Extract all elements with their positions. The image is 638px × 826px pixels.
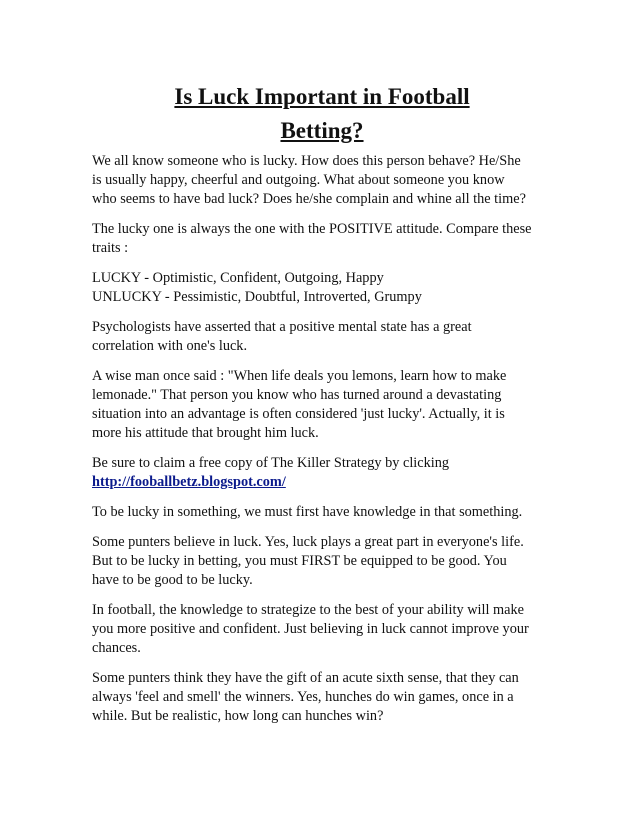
unlucky-traits: UNLUCKY - Pessimistic, Doubtful, Introverted, Grumpy <box>92 289 422 305</box>
blog-link[interactable]: http://fooballbetz.blogspot.com/ <box>92 474 286 490</box>
text-line: To be lucky in something, we must first have knowledge in that something. <box>92 504 523 520</box>
paragraph-knowledge <box>92 503 562 522</box>
text-line: In football, the knowledge to strategize to the best of your ability will make <box>92 602 524 618</box>
text-line: who seems to have bad luck? Does he/she complain and whine all the time? <box>92 191 526 207</box>
text-line: always 'feel and smell' the winners. Yes, hunches do win games, once in a <box>92 689 514 705</box>
article-body <box>92 152 562 737</box>
page-title <box>92 80 552 148</box>
paragraph-sixth-sense <box>92 669 562 726</box>
paragraph-traits <box>92 269 562 307</box>
text-line: Some punters think they have the gift of an acute sixth sense, that they can <box>92 670 519 686</box>
text-line: correlation with one's luck. <box>92 338 248 354</box>
text-line: situation into an advantage is often considered 'just lucky'. Actually, it is <box>92 406 505 422</box>
text-line: have to be good to be lucky. <box>92 572 253 588</box>
lucky-traits: LUCKY - Optimistic, Confident, Outgoing, Happy <box>92 270 384 286</box>
text-line: The lucky one is always the one with the POSITIVE attitude. Compare these <box>92 221 532 237</box>
paragraph-punters-luck <box>92 533 562 590</box>
paragraph-lemons-quote <box>92 367 562 443</box>
text-line: traits : <box>92 240 129 256</box>
paragraph-football-strategy <box>92 601 562 658</box>
paragraph-intro <box>92 152 562 209</box>
text-line: chances. <box>92 640 141 656</box>
text-line: while. But be realistic, how long can hunches win? <box>92 708 384 724</box>
paragraph-free-copy <box>92 454 562 492</box>
paragraph-psychologists <box>92 318 562 356</box>
text-line: Be sure to claim a free copy of The Killer Strategy by clicking <box>92 455 450 471</box>
text-line: is usually happy, cheerful and outgoing. What about someone you know <box>92 172 505 188</box>
title-line-2: Betting? <box>280 118 364 143</box>
text-line: But to be lucky in betting, you must FIRST be equipped to be good. You <box>92 553 507 569</box>
text-line: more his attitude that brought him luck. <box>92 425 319 441</box>
text-line: A wise man once said : "When life deals you lemons, learn how to make <box>92 368 507 384</box>
title-line-1: Is Luck Important in Football <box>174 84 470 109</box>
paragraph-positive-attitude <box>92 220 562 258</box>
text-line: you more positive and confident. Just believing in luck cannot improve your <box>92 621 529 637</box>
text-line: lemonade." That person you know who has turned around a devastating <box>92 387 502 403</box>
text-line: We all know someone who is lucky. How does this person behave? He/She <box>92 153 521 169</box>
text-line: Some punters believe in luck. Yes, luck plays a great part in everyone's life. <box>92 534 524 550</box>
text-line: Psychologists have asserted that a positive mental state has a great <box>92 319 472 335</box>
